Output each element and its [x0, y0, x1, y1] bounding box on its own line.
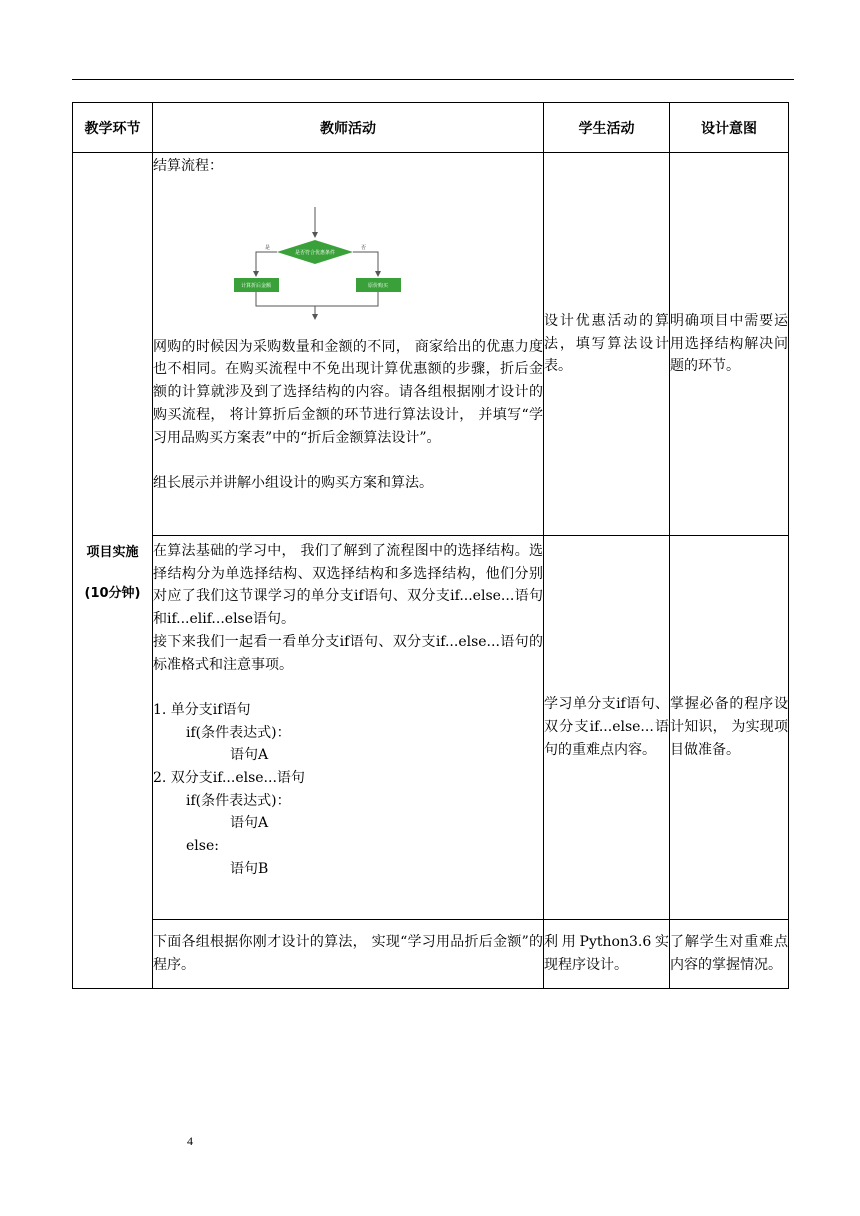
syntax-preview-text: 接下来我们一起看一看单分支if语句、双分支if...else...语句的标准格式和注意事项。: [153, 633, 543, 673]
group-presentation-text: 组长展示并讲解小组设计的购买方案和算法。: [153, 474, 433, 491]
code-line: 语句A: [230, 747, 269, 764]
table-row: [73, 536, 789, 920]
purchase-paragraph: 网购的时候因为采购数量和金额的不同， 商家给出的优惠力度也不相同。在购买流程中不免出现计算优惠额的步骤，折后金额的计算就涉及到了选择结构的内容。请各组根据刚才设计的购买流程， 将计算折后金额的环节进行算法设计， 并填写“学习用品购买方案表”中的“折后金额算法设计”。: [153, 338, 543, 446]
design-intent-text: 明确项目中需要运用选择结构解决问题的环节。: [670, 312, 788, 375]
design-intent-cell: [670, 153, 789, 536]
lesson-plan-table: [72, 102, 789, 989]
flow-no-branch: [353, 252, 378, 276]
selection-structure-intro: 在算法基础的学习中， 我们了解到了流程图中的选择结构。选择结构分为单选择结构、双选择结构和多选择结构，他们分别对应了我们这节课学习的单分支if语句、双分支if...else...语句和if...elif...else语句。: [153, 543, 543, 628]
design-intent-cell: [670, 920, 789, 989]
stage-name: 项目实施: [86, 544, 139, 560]
code-line: 语句A: [230, 815, 269, 832]
code-line: else:: [186, 838, 219, 855]
design-intent-cell: [670, 536, 789, 920]
code-line: if(条件表达式)：: [186, 724, 291, 741]
flow-no-label: 否: [361, 244, 367, 251]
header-rule: [72, 79, 794, 80]
code-line: if(条件表达式)：: [186, 792, 291, 809]
implementation-task-text: 下面各组根据你刚才设计的算法， 实现“学习用品折后金额”的程序。: [153, 934, 543, 973]
table-row: [73, 920, 789, 989]
flow-merge-line: [256, 292, 378, 306]
page-number: 4: [187, 1134, 193, 1148]
syntax-item-single-if: 1. 单分支if语句: [153, 701, 251, 718]
student-activity-cell: [544, 153, 670, 536]
header-student-activity: 学生活动: [544, 103, 670, 153]
teacher-activity-cell: [153, 153, 544, 536]
stage-cell: [73, 153, 153, 989]
table-row: [73, 153, 789, 536]
student-activity-cell: [544, 920, 670, 989]
student-activity-cell: [544, 536, 670, 920]
student-activity-text: 利用Python3.6实现程序设计。: [544, 934, 669, 973]
syntax-item-if-else: 2. 双分支if...else...语句: [153, 770, 305, 787]
teacher-activity-cell: [153, 536, 544, 920]
teacher-activity-cell: [153, 920, 544, 989]
design-intent-text: 了解学生对重难点内容的掌握情况。: [670, 934, 788, 973]
flow-original-price-label: 原价购买: [367, 282, 389, 289]
stage-time: (10分钟): [84, 585, 141, 601]
table-header-row: [73, 103, 789, 153]
header-stage: 教学环节: [73, 103, 153, 153]
student-activity-text: 设计优惠活动的算法，填写算法设计表。: [544, 312, 669, 375]
header-teacher-activity: 教师活动: [153, 103, 544, 153]
student-activity-text: 学习单分支if语句、双分支if...else...语句的重难点内容。: [544, 696, 669, 758]
flow-discount-label: 计算折后金额: [240, 282, 272, 289]
flow-yes-branch: [256, 252, 277, 276]
flow-decision-label: 是否符合优惠条件: [294, 249, 336, 256]
settlement-flowchart: [240, 182, 449, 322]
flow-intro: 结算流程：: [153, 158, 223, 174]
flow-yes-label: 是: [265, 244, 271, 251]
code-line: 语句B: [230, 860, 269, 877]
header-design-intent: 设计意图: [670, 103, 789, 153]
design-intent-text: 掌握必备的程序设计知识， 为实现项目做准备。: [670, 696, 788, 758]
